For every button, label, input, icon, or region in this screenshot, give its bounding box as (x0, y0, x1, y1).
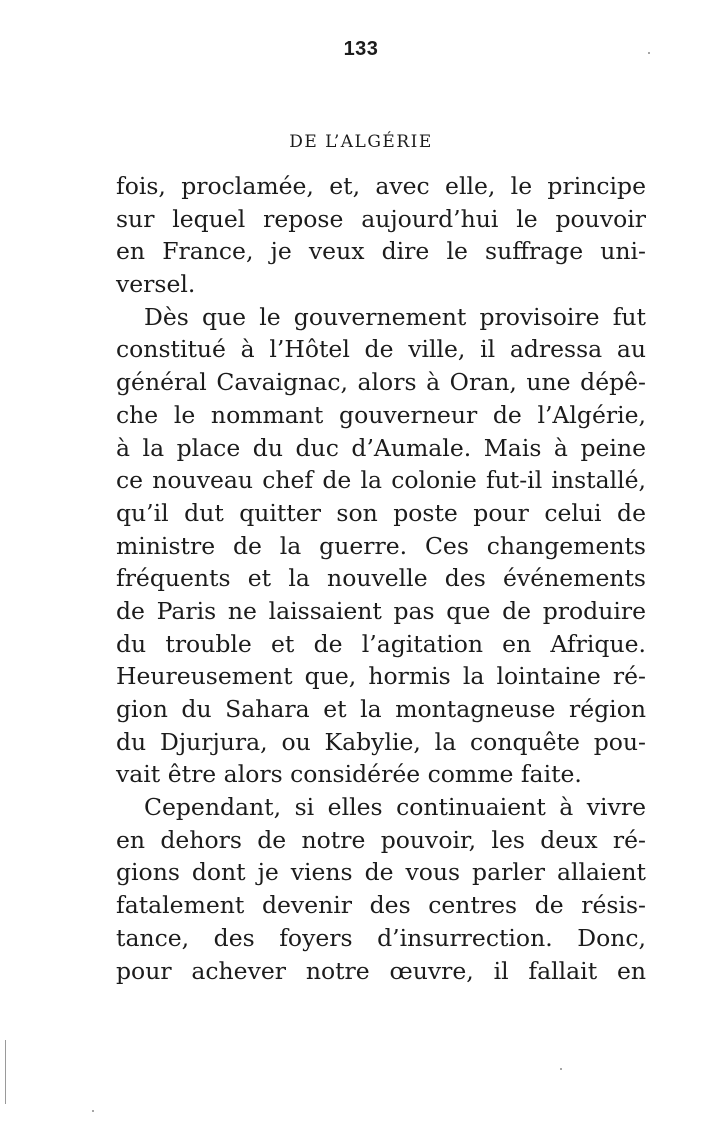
text-line: ministre de la guerre. Ces changements (116, 531, 646, 560)
text-line: à la place du duc d’Aumale. Mais à peine (116, 433, 646, 462)
text-line: de Paris ne laissaient pas que de produire (116, 596, 646, 625)
text-line: en France, je veux dire le suffrage uni- (116, 237, 646, 266)
text-line: du trouble et de l’agitation en Afrique. (116, 629, 646, 658)
page-number: 133 (343, 38, 379, 60)
text-line: che le nommant gouverneur de l’Algérie, (116, 400, 646, 429)
text-line: gion du Sahara et la montagneuse région (116, 695, 646, 723)
text-line: général Cavaignac, alors à Oran, une dépê- (116, 368, 646, 397)
text-line: qu’il dut quitter son poste pour celui de (116, 498, 646, 527)
running-head: DE L’ALGÉRIE (289, 132, 433, 152)
text-line: tance, des foyers d’insurrection. Donc, (116, 923, 646, 952)
text-line: fatalement devenir des centres de résis- (116, 891, 646, 920)
text-line: gions dont je viens de vous parler allaient (116, 858, 646, 887)
body-text (116, 170, 646, 987)
text-line: fois, proclamée, et, avec elle, le principe (116, 172, 646, 200)
paragraph-start-line: Dès que le gouvernement provisoire fut (144, 302, 646, 331)
scan-speck (560, 1068, 562, 1070)
scan-speck (648, 52, 650, 54)
text-line: versel. (116, 270, 196, 299)
text-line: vait être alors considérée comme faite. (116, 760, 582, 789)
scan-margin-line (5, 1040, 6, 1104)
text-line: ce nouveau chef de la colonie fut-il installé, (116, 466, 646, 495)
text-line: constitué à l’Hôtel de ville, il adressa au (116, 335, 646, 364)
text-line: en dehors de notre pouvoir, les deux ré- (116, 825, 646, 854)
text-line: sur lequel repose aujourd’hui le pouvoir (116, 204, 646, 233)
text-line: du Djurjura, ou Kabylie, la conquête pou- (116, 727, 646, 756)
text-line: pour achever notre œuvre, il fallait en (116, 956, 646, 985)
text-line: fréquents et la nouvelle des événements (116, 564, 646, 593)
paragraph-start-line: Cependant, si elles continuaient à vivre (144, 793, 646, 822)
text-line: Heureusement que, hormis la lointaine ré- (116, 662, 646, 691)
scan-speck (92, 1110, 94, 1112)
